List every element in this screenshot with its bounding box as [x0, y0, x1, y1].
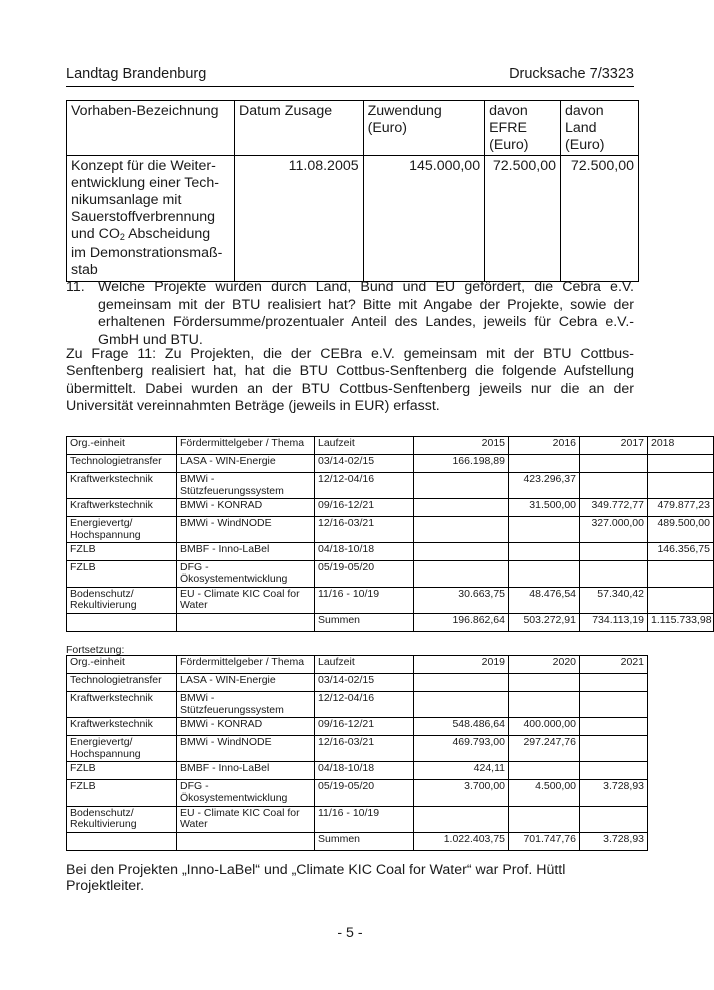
- table-cell: [414, 692, 509, 718]
- table-cell: Bodenschutz/ Rekultivierung: [67, 587, 177, 613]
- table-cell: 4.500,00: [509, 780, 580, 806]
- table-cell: [67, 832, 177, 850]
- table-row: [67, 736, 648, 762]
- table-row: [67, 780, 648, 806]
- name-line: und CO: [71, 225, 120, 242]
- header-cell: Vorhaben-Bezeichnung: [67, 101, 235, 156]
- table-cell: BMWi - KONRAD: [177, 499, 315, 517]
- table-header-row: [67, 437, 714, 455]
- header-cell: Zuwendung (Euro): [363, 101, 484, 156]
- table-cell: [509, 806, 580, 832]
- header-left: Landtag Brandenburg: [66, 66, 207, 82]
- table-cell: BMWi - KONRAD: [177, 718, 315, 736]
- table-cell: [509, 543, 580, 561]
- page-number: - 5 -: [337, 925, 363, 941]
- table-row: [67, 718, 648, 736]
- header-cell: Fördermittelgeber / Thema: [177, 656, 315, 674]
- table-cell: Kraftwerkstechnik: [67, 473, 177, 499]
- table-row: [67, 473, 714, 499]
- question-number: 11.: [66, 279, 85, 295]
- table-cell: 503.272,91: [509, 613, 580, 631]
- projects-table-2019-2021: [66, 655, 648, 851]
- table-cell: 12/16-03/21: [315, 736, 414, 762]
- table-cell: 04/18-10/18: [315, 762, 414, 780]
- header-cell: 2021: [580, 656, 648, 674]
- header-cell: Laufzeit: [315, 437, 414, 455]
- table-header-row: [67, 656, 648, 674]
- table-row: [67, 156, 639, 282]
- table-cell: 166.198,89: [414, 455, 509, 473]
- table-cell: [648, 455, 714, 473]
- table-cell: Energievertg/ Hochspannung: [67, 736, 177, 762]
- table-cell: 469.793,00: [414, 736, 509, 762]
- header-cell: Fördermittelgeber / Thema: [177, 437, 315, 455]
- header-cell: davon Land (Euro): [561, 101, 639, 156]
- table-cell: FZLB: [67, 762, 177, 780]
- answer-paragraph: Zu Frage 11: Zu Projekten, die der CEBra e.V. gemeinsam mit der BTU Cottbus-Senftenberg realisiert hat, hat die BTU Cottbus-Senftenberg die folgende Aufstellung übermittelt. Dabei wurden an der BTU Cottbus-Senftenberg jeweils nur die an der Universität vereinnahmten Beträge (jeweils in EUR) erfasst.: [66, 346, 634, 414]
- table-cell: DFG - Ökosystementwicklung: [177, 780, 315, 806]
- table-cell: 30.663,75: [414, 587, 509, 613]
- table-cell: 479.877,23: [648, 499, 714, 517]
- table-row: [67, 832, 648, 850]
- table-row: [67, 499, 714, 517]
- name-line: nikumsanlage mit: [71, 191, 182, 208]
- table-cell: [414, 806, 509, 832]
- name-line: im Demonstrationsmaß-: [71, 245, 223, 262]
- name-line: Konzept für die Weiter-: [71, 158, 216, 175]
- table-cell: BMWi - Stützfeuerungssystem: [177, 473, 315, 499]
- table-cell: Bodenschutz/ Rekultivierung: [67, 806, 177, 832]
- table-cell: [177, 613, 315, 631]
- table-cell: 1.115.733,98: [648, 613, 714, 631]
- table-cell: 400.000,00: [509, 718, 580, 736]
- question-text: Welche Projekte wurden durch Land, Bund und EU gefördert, die Cebra e.V. gemeinsam mit der BTU realisiert hat? Bitte mit Angabe der Projekte, sowie der erhaltenen Fördersumme/prozentualer Anteil des Landes, jeweils für Cebra e.V.- GmbH und BTU.: [98, 279, 634, 348]
- table-cell: [414, 561, 509, 587]
- table-cell: [580, 718, 648, 736]
- amount-cell: 145.000,00: [363, 156, 484, 282]
- table-cell: BMBF - Inno-LaBel: [177, 762, 315, 780]
- table-cell: DFG - Ökosystementwicklung: [177, 561, 315, 587]
- table-header-row: [67, 101, 639, 156]
- table-cell: [509, 762, 580, 780]
- table-cell: 3.728,93: [580, 780, 648, 806]
- table-cell: 327.000,00: [580, 517, 648, 543]
- name-line: entwicklung einer Tech-: [71, 175, 219, 192]
- project-name-cell: [67, 156, 235, 282]
- table-cell: Summen: [315, 613, 414, 631]
- header-right: Drucksache 7/3323: [509, 66, 634, 82]
- table-cell: 09/16-12/21: [315, 718, 414, 736]
- table-cell: 12/12-04/16: [315, 692, 414, 718]
- name-line: Sauerstoffverbrennung: [71, 208, 216, 225]
- name-line: stab: [71, 262, 98, 279]
- table-cell: Energievertg/ Hochspannung: [67, 517, 177, 543]
- table-cell: 57.340,42: [580, 587, 648, 613]
- table-cell: [509, 674, 580, 692]
- table-cell: BMWi - Stützfeuerungssystem: [177, 692, 315, 718]
- table-cell: [580, 692, 648, 718]
- header-cell: 2020: [509, 656, 580, 674]
- table-cell: 146.356,75: [648, 543, 714, 561]
- header-cell: Laufzeit: [315, 656, 414, 674]
- table-cell: EU - Climate KIC Coal for Water: [177, 806, 315, 832]
- table-cell: Kraftwerkstechnik: [67, 718, 177, 736]
- header-cell: 2016: [509, 437, 580, 455]
- table-cell: 297.247,76: [509, 736, 580, 762]
- table-cell: [648, 473, 714, 499]
- table-cell: 1.022.403,75: [414, 832, 509, 850]
- table-row: [67, 587, 714, 613]
- header-cell: Datum Zusage: [235, 101, 364, 156]
- table-cell: 734.113,19: [580, 613, 648, 631]
- table-cell: [414, 517, 509, 543]
- table-cell: 11/16 - 10/19: [315, 587, 414, 613]
- table-cell: FZLB: [67, 561, 177, 587]
- header-cell: Org.-einheit: [67, 656, 177, 674]
- table-cell: [67, 613, 177, 631]
- table-cell: [580, 674, 648, 692]
- table-cell: 349.772,77: [580, 499, 648, 517]
- table-cell: Technologietransfer: [67, 455, 177, 473]
- header-cell: 2015: [414, 437, 509, 455]
- header-cell: 2019: [414, 656, 509, 674]
- efre-cell: 72.500,00: [485, 156, 561, 282]
- date-cell: 11.08.2005: [235, 156, 364, 282]
- closing-sentence: Bei den Projekten „Inno-LaBel“ und „Climate KIC Coal for Water“ war Prof. Hüttl Projektleiter.: [66, 862, 566, 894]
- table-cell: 48.476,54: [509, 587, 580, 613]
- table-cell: LASA - WIN-Energie: [177, 674, 315, 692]
- header-cell: 2017: [580, 437, 648, 455]
- header-cell: davon EFRE (Euro): [485, 101, 561, 156]
- table-cell: Summen: [315, 832, 414, 850]
- table-cell: Kraftwerkstechnik: [67, 499, 177, 517]
- table-cell: BMWi - WindNODE: [177, 517, 315, 543]
- subscript: 2: [119, 231, 125, 242]
- table-cell: 423.296,37: [509, 473, 580, 499]
- table-cell: 11/16 - 10/19: [315, 806, 414, 832]
- table-cell: [580, 561, 648, 587]
- table-cell: 424,11: [414, 762, 509, 780]
- name-line: Abscheidung: [124, 225, 211, 242]
- table-cell: BMBF - Inno-LaBel: [177, 543, 315, 561]
- table-cell: 196.862,64: [414, 613, 509, 631]
- table-row: [67, 762, 648, 780]
- table-cell: [414, 543, 509, 561]
- table-cell: Technologietransfer: [67, 674, 177, 692]
- table-cell: [414, 499, 509, 517]
- table-cell: LASA - WIN-Energie: [177, 455, 315, 473]
- table-cell: BMWi - WindNODE: [177, 736, 315, 762]
- table-cell: FZLB: [67, 543, 177, 561]
- table-cell: 3.728,93: [580, 832, 648, 850]
- table-row: [67, 543, 714, 561]
- table-cell: 05/19-05/20: [315, 561, 414, 587]
- header-cell: 2018: [648, 437, 714, 455]
- table-row: [67, 613, 714, 631]
- table-cell: 701.747,76: [509, 832, 580, 850]
- header-divider: [66, 86, 634, 87]
- table-cell: 489.500,00: [648, 517, 714, 543]
- table-row: [67, 561, 714, 587]
- table-row: [67, 692, 648, 718]
- projects-table-2015-2018: [66, 436, 714, 632]
- table-cell: [177, 832, 315, 850]
- table-cell: [509, 561, 580, 587]
- table-cell: 3.700,00: [414, 780, 509, 806]
- table-cell: EU - Climate KIC Coal for Water: [177, 587, 315, 613]
- table-cell: 31.500,00: [509, 499, 580, 517]
- table-row: [67, 517, 714, 543]
- land-cell: 72.500,00: [561, 156, 639, 282]
- continuation-label: Fortsetzung:: [66, 644, 125, 656]
- table-cell: [648, 561, 714, 587]
- table-cell: Kraftwerkstechnik: [67, 692, 177, 718]
- table-cell: 12/12-04/16: [315, 473, 414, 499]
- table-cell: [414, 674, 509, 692]
- funding-table: [66, 100, 639, 282]
- table-cell: [580, 806, 648, 832]
- table-row: [67, 674, 648, 692]
- table-cell: [648, 587, 714, 613]
- table-cell: [580, 455, 648, 473]
- table-cell: [580, 473, 648, 499]
- table-cell: 548.486,64: [414, 718, 509, 736]
- table-cell: [580, 543, 648, 561]
- table-cell: 04/18-10/18: [315, 543, 414, 561]
- table-cell: [509, 692, 580, 718]
- table-cell: FZLB: [67, 780, 177, 806]
- table-row: [67, 455, 714, 473]
- table-cell: 09/16-12/21: [315, 499, 414, 517]
- table-cell: 03/14-02/15: [315, 455, 414, 473]
- table-cell: 12/16-03/21: [315, 517, 414, 543]
- table-cell: 03/14-02/15: [315, 674, 414, 692]
- table-cell: [414, 473, 509, 499]
- header-cell: Org.-einheit: [67, 437, 177, 455]
- table-cell: [509, 517, 580, 543]
- table-cell: [580, 736, 648, 762]
- table-cell: [509, 455, 580, 473]
- table-cell: [580, 762, 648, 780]
- table-row: [67, 806, 648, 832]
- table-cell: 05/19-05/20: [315, 780, 414, 806]
